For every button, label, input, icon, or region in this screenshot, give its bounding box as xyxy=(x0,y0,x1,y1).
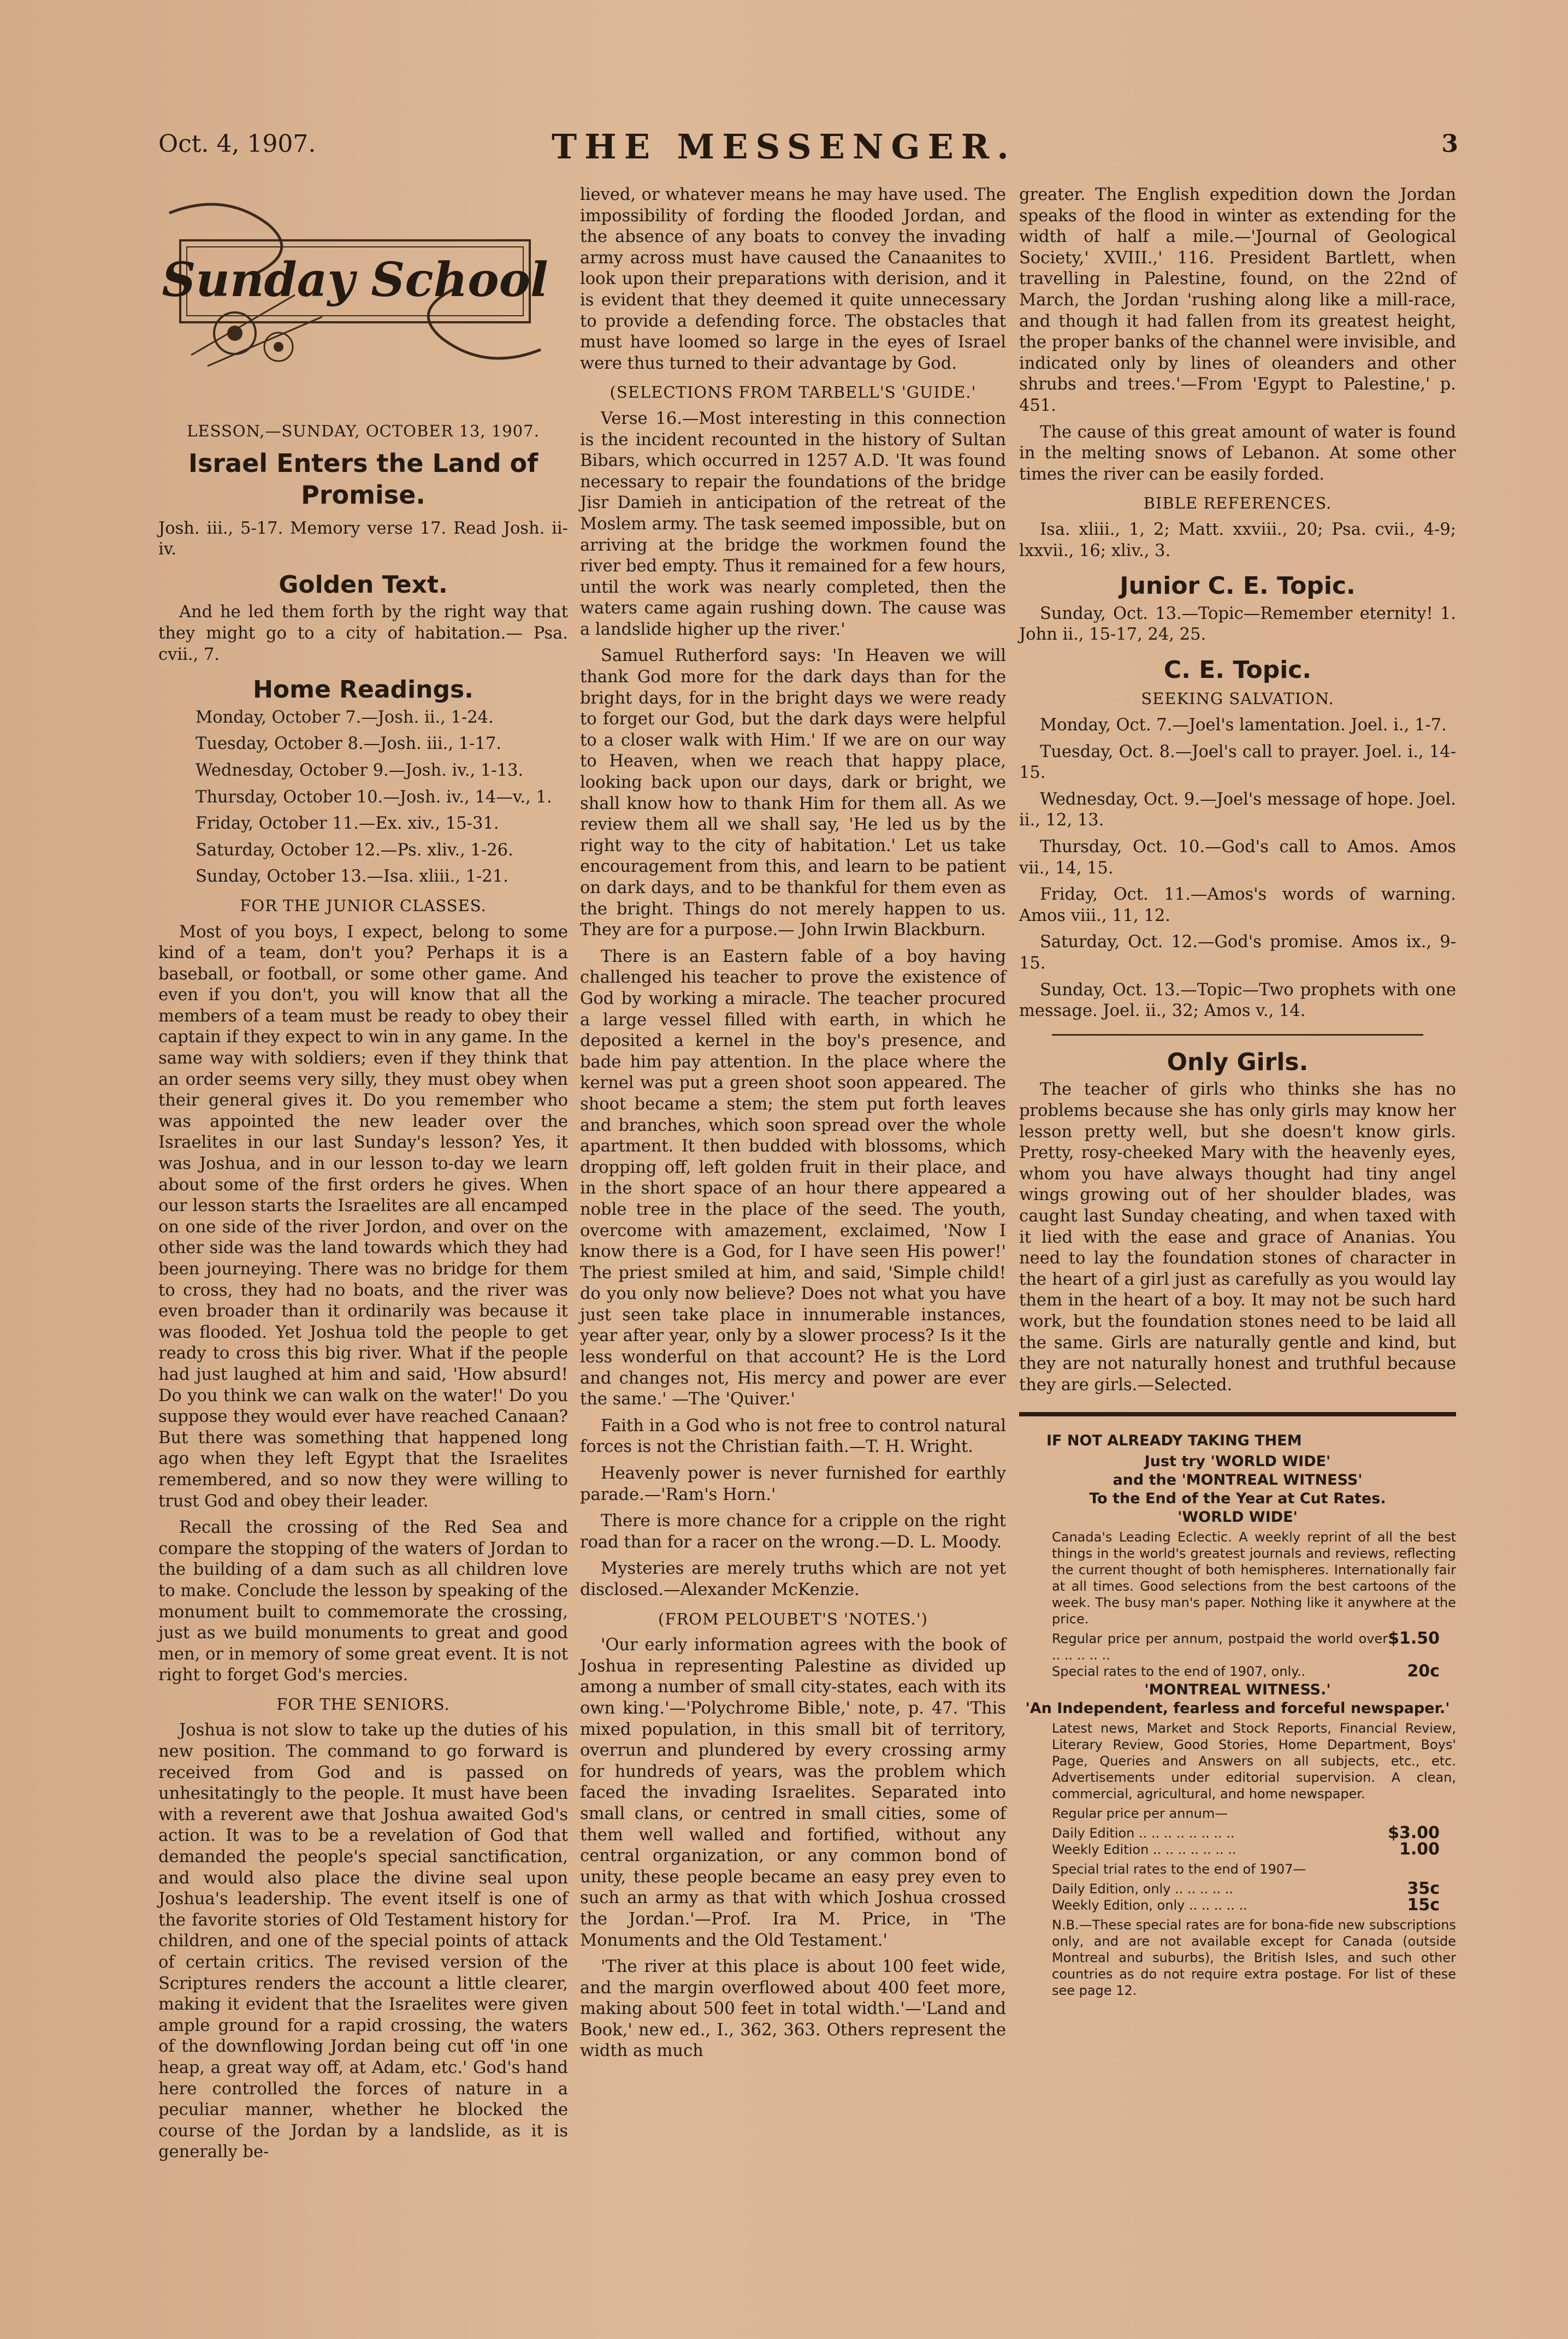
ce-item: Wednesday, Oct. 9.—Joel's message of hope. Joel. ii., 12, 13. xyxy=(1019,789,1456,830)
ce-item: Sunday, Oct. 13.—Topic—Two prophets with one message. Joel. ii., 32; Amos v., 14. xyxy=(1019,980,1456,1021)
seniors-paragraph: Joshua is not slow to take up the duties of his new position. The command to go forward is received from God and is passed on unhesitatingly to the people. It must have been with a reverent awe that Joshua awaited God's action. It was to be a revelation of God that demanded the people's special sanctification, and would also place the divine seal upon Joshua's leadership. The event itself is one of the favorite stories of Old Testament history for children, and one of the special points of attack of certain critics. The revised version of the Scriptures renders the account a little clearer, making it evident that the Israelites were given ample ground for a rapid crossing, the waters of the downflowing Jordan being cut off 'in one heap, a great way off, at Adam, etc.' God's hand here controlled the forces of nature in a peculiar manner, whether he blocked the course of the Jordan by a landslide, as it is generally be- xyxy=(158,1721,568,2162)
price-value: 35c xyxy=(1407,1879,1440,1899)
weekly-price-row xyxy=(1052,1841,1440,1858)
quote-wright: Faith in a God who is not free to control natural forces is not the Christian faith.—T. H. Wright. xyxy=(580,1416,1006,1457)
banner-text: Sunday School xyxy=(162,252,548,308)
price-value: $1.50 xyxy=(1388,1629,1440,1649)
reading-item: Sunday, October 13.—Isa. xliii., 1-21. xyxy=(196,867,508,887)
column-left xyxy=(158,186,568,2169)
price-value: 20c xyxy=(1407,1662,1440,1681)
eastern-fable-paragraph: There is an Eastern fable of a boy having challenged his teacher to prove the existence of God by working a miracle. The teacher procured a large vessel filled with earth, in which he deposited a kernel in the boy's presence, and bade him pay attention. In the place where the kernel was put a green shoot soon appeared. The shoot became a stem; the stem put forth leaves and branches, which soon spread over the whole apartment. It then budded with blossoms, which dropping off, left golden fruit in their place, and in the short space of an hour there appeared a noble tree in the place of the seed. The youth, overcome with amazement, exclaimed, 'Now I know there is a God, for I have seen His power!' The priest smiled at him, and said, 'Simple child! do you only now believe? Does not what you have just seen take place in innumerable instances, year after year, only by a slower process? Is it the less wonderful on that account? He is the Lord and changes not, His mercy and power are ever the same.' —The 'Quiver.' xyxy=(580,947,1006,1409)
price-label: Daily Edition, only .. .. .. .. .. xyxy=(1052,1881,1233,1897)
daily-price-row xyxy=(1052,1825,1440,1841)
junior-classes-heading: FOR THE JUNIOR CLASSES. xyxy=(240,896,487,915)
verse-16-paragraph: Verse 16.—Most interesting in this connection is the incident recounted in the history of Sultan Bibars, which occurred in 1257 A.D. 'It was found necessary to repair the foundations of the bridge Jisr Damieh in anticipation of the retreat of the Moslem army. The task seemed impossible, but on arriving at the bridge the workmen found the river bed empty. Thus it remained for a few hours, until the work was nearly completed, then the waters came again rushing down. The cause was a landslide higher up the river.' xyxy=(580,409,1006,639)
price-label: Weekly Edition .. .. .. .. .. .. .. xyxy=(1052,1842,1236,1858)
peloubet-paragraph: 'Our early information agrees with the book of Joshua in representing Palestine as divided up among a number of small city-states, each with its own king.'—'Polychrome Bible,' note, p. 47. 'This mixed population, in this small bit of territory, overrun and plundered by every crossing army for hundreds of years, was the problem which faced the invading Israelites. Separated into small clans, or centred in small cities, some of them well walled and fortified, without any central organization, or any common bond of unity, these people became an easy prey even to such an army as that with which Joshua crossed the Jordan.'—Prof. Ira M. Price, in 'The Monuments and the Old Testament.' xyxy=(580,1635,1006,1950)
montreal-witness-tagline: 'An Independent, fearless and forceful newspaper.' xyxy=(1025,1700,1450,1717)
sunday-school-ornament-icon xyxy=(158,191,552,371)
world-wide-description: Canada's Leading Eclectic. A weekly reprint of all the best things in the world's greatest journals and reviews, reflecting the current thought of both hemispheres. Internationally fair at all times. Good selections from the best cartoons of the week. The busy man's paper. Nothing like it anywhere at the price. xyxy=(1052,1529,1456,1627)
ce-item: Friday, Oct. 11.—Amos's words of warning. Amos viii., 11, 12. xyxy=(1019,885,1456,925)
montreal-witness-title: 'MONTREAL WITNESS.' xyxy=(1144,1681,1331,1699)
ce-item: Tuesday, Oct. 8.—Joel's call to prayer. Joel. i., 14-15. xyxy=(1019,742,1456,783)
montreal-witness-description: Latest news, Market and Stock Reports, Financial Review, Literary Review, Good Stories, Home Department, Boys' Page, Queries and Answers on all subjects, etc., etc. Advertisements under editorial supervision. A clean, commercial, agricultural, and home newspaper. xyxy=(1052,1721,1456,1802)
river-width-paragraph: 'The river at this place is about 100 feet wide, and the margin overflowed about 400 feet more, making about 500 feet in total width.'—'Land and Book,' new ed., I., 362, 363. Others represent the width as much xyxy=(580,1957,1006,2061)
ad-line-2: Just try 'WORLD WIDE' xyxy=(1144,1453,1331,1470)
reading-item: Tuesday, October 8.—Josh. iii., 1-17. xyxy=(196,734,501,754)
masthead xyxy=(158,127,1458,170)
ce-item: Monday, Oct. 7.—Joel's lamentation. Joel. i., 1-7. xyxy=(1040,716,1447,735)
trial-rates-heading: Special trial rates to the end of 1907— xyxy=(1052,1862,1306,1877)
subscription-advertisement xyxy=(1019,1412,1456,1999)
seniors-heading: FOR THE SENIORS. xyxy=(276,1694,450,1714)
rutherford-paragraph: Samuel Rutherford says: 'In Heaven we will thank God more for the dark days than for the bright days, for in the bright days we were ready to forget our God, but the dark days were helpful to a closer walk with Him.' If we are on our way to Heaven, when we reach that happy place, looking back upon our days, dark or bright, we shall know how to thank Him for them all. As we review them all we shall say, 'He led us by the right way to the city of habitation.' Let us take encouragement from this, and learn to be patient on dark days, and to be thankful for them even as the bright. Things do not merely happen to us. They are for a purpose.— John Irwin Blackburn. xyxy=(580,646,1006,940)
home-readings-list xyxy=(158,707,568,888)
column-right xyxy=(1019,185,1456,2002)
reading-item: Wednesday, October 9.—Josh. iv., 1-13. xyxy=(196,760,524,780)
junior-ce-text: Sunday, Oct. 13.—Topic—Remember eternity! 1. John ii., 15-17, 24, 25. xyxy=(1019,604,1456,645)
nota-bene: N.B.—These special rates are for bona-fide new subscriptions only, and are not available except for Canada (outside Montreal and suburbs), the British Isles, and such other countries as do not require extra postage. For list of these see page 12. xyxy=(1052,1917,1456,1999)
newspaper-title: THE MESSENGER. xyxy=(552,127,1016,167)
golden-text-heading: Golden Text. xyxy=(279,570,448,599)
world-wide-title: 'WORLD WIDE' xyxy=(1178,1509,1298,1526)
reading-item: Saturday, October 12.—Ps. xliv., 1-26. xyxy=(196,840,513,860)
ad-line-4: To the End of the Year at Cut Rates. xyxy=(1089,1490,1386,1508)
bible-references: Isa. xliii., 1, 2; Matt. xxviii., 20; Psa. cvii., 4-9; lxxvii., 16; xliv., 3. xyxy=(1019,519,1456,560)
home-readings-heading: Home Readings. xyxy=(253,676,474,704)
quote-rams-horn: Heavenly power is never furnished for earthly parade.—'Ram's Horn.' xyxy=(580,1464,1006,1504)
world-wide-regular-price-row xyxy=(1052,1631,1440,1663)
junior-paragraph-2: Recall the crossing of the Red Sea and compare the stopping of the waters of Jordan to the building of a dam such as all children love to make. Conclude the lesson by speaking of the monument built to commemorate the crossing, just as we build monuments to great and good men, or in memory of some great event. It is not right to forget God's mercies. xyxy=(158,1518,568,1685)
page-number: 3 xyxy=(1441,130,1458,158)
world-wide-special-price-row xyxy=(1052,1663,1440,1680)
price-label: Daily Edition .. .. .. .. .. .. .. .. xyxy=(1052,1826,1235,1841)
ce-item: Thursday, Oct. 10.—God's call to Amos. Amos vii., 14, 15. xyxy=(1019,837,1456,878)
price-value: $3.00 xyxy=(1388,1823,1440,1843)
only-girls-text: The teacher of girls who thinks she has no problems because she has only girls may know her lesson pretty well, but she doesn't know girls. Pretty, rosy-cheeked Mary with the heavenly eyes, whom you have always thought had tiny angel wings growing out of her shoulder blades, was caught last Sunday cheating, and when taxed with it lied with the ease and grace of Ananias. You need to lay the foundation stones of character in the heart of a girl just as carefully as you would lay them in the heart of a boy. It may not be such hard work, but the foundation stones need to be laid all the same. Girls are naturally gentle and kind, but they are not naturally honest and truthful because they are girls.—Selected. xyxy=(1019,1080,1456,1395)
lesson-reference: Josh. iii., 5-17. Memory verse 17. Read Josh. ii-iv. xyxy=(158,518,568,559)
column-middle xyxy=(580,185,1006,2068)
lesson-date-line: LESSON,—SUNDAY, OCTOBER 13, 1907. xyxy=(187,422,540,440)
ce-topic-heading: C. E. Topic. xyxy=(1163,655,1312,684)
continued-paragraph: lieved, or whatever means he may have used. The impossibility of fording the flooded Jordan, and the absence of any boats to convey the invading army across must have caused the Canaanites to look upon their preparations with derision, and it is evident that they deemed it quite unnecessary to provide a defending force. The obstacles that must have loomed so large in the eyes of Israel were thus turned to their advantage by God. xyxy=(580,185,1006,373)
ce-subheading: SEEKING SALVATION. xyxy=(1141,689,1334,708)
continued-paragraph: greater. The English expedition down the Jordan speaks of the flood in winter as extending for the width of half a mile.—'Journal of Geological Society,' XVIII.,' 116. President Bartlett, when travelling in Palestine, found, on the 22nd of March, the Jordan 'rushing along like a mill-race, and though it had fallen from its greatest height, the proper banks of the channel were invisible, and indicated only by lines of oleanders and other shrubs and trees.'—From 'Egypt to Palestine,' p. 451. xyxy=(1019,185,1456,415)
quote-mckenzie: Mysteries are merely truths which are not yet disclosed.—Alexander McKenzie. xyxy=(580,1559,1006,1599)
reading-item: Friday, October 11.—Ex. xiv., 15-31. xyxy=(196,814,499,834)
quote-moody: There is more chance for a cripple on the right road than for a racer on the wrong.—D. L. Moody. xyxy=(580,1511,1006,1552)
tarbell-heading: (SELECTIONS FROM TARBELL'S 'GUIDE.' xyxy=(610,383,977,402)
regular-price-heading: Regular price per annum— xyxy=(1052,1806,1228,1822)
price-label: Weekly Edition, only .. .. .. .. .. xyxy=(1052,1898,1247,1913)
price-value: 1.00 xyxy=(1399,1840,1440,1859)
lebanon-paragraph: The cause of this great amount of water is found in the melting snows of Lebanon. At some other times the river can be easily forded. xyxy=(1019,422,1456,484)
junior-paragraph-1: Most of you boys, I expect, belong to some kind of a team, don't you? Perhaps it is a baseball, or football, or some other game. And even if you don't, you will know that all the members of a team must be ready to obey their captain if they expect to win in any game. In the same way with soldiers; even if they think that an order seems very silly, they must obey when their general gives it. Do you remember who was appointed the new leader over the Israelites in our last Sunday's lesson? Yes, it was Joshua, and in our lesson to-day we learn about some of the first orders he gives. When our lesson starts the Israelites are all encamped on one side of the river Jordon, and over on the other side was the land towards which they had been journeying. There was no bridge for them to cross, they had no boats, and the river was even broader than it ordinarily was because it was flooded. Yet Joshua told the people to get ready to cross this big river. What if the people had just laughed at him and said, 'How absurd! Do you think we can walk on the water!' Do you suppose they would ever have reached Canaan? But there was something that happened long ago when they left Egypt that the Israelites remembered, and so now they were willing to trust God and obey their leader. xyxy=(158,922,568,1511)
bible-references-heading: BIBLE REFERENCES. xyxy=(1143,494,1332,513)
peloubet-heading: (FROM PELOUBET'S 'NOTES.') xyxy=(658,1609,928,1628)
daily-trial-price-row xyxy=(1052,1881,1440,1897)
reading-item: Monday, October 7.—Josh. ii., 1-24. xyxy=(196,707,494,727)
weekly-trial-price-row xyxy=(1052,1897,1440,1913)
only-girls-heading: Only Girls. xyxy=(1167,1048,1309,1076)
reading-item: Thursday, October 10.—Josh. iv., 14—v., 1. xyxy=(196,787,552,807)
sunday-school-banner xyxy=(158,186,568,388)
ce-item: Saturday, Oct. 12.—God's promise. Amos ix., 9-15. xyxy=(1019,932,1456,973)
price-label: Regular price per annum, postpaid the world over .. .. .. .. .. xyxy=(1052,1631,1388,1663)
lesson-title: Israel Enters the Land of Promise. xyxy=(188,448,539,510)
junior-ce-heading: Junior C. E. Topic. xyxy=(1120,572,1356,600)
issue-date: Oct. 4, 1907. xyxy=(158,130,316,158)
ad-line-1: IF NOT ALREADY TAKING THEM xyxy=(1046,1432,1302,1450)
price-value: 15c xyxy=(1407,1895,1440,1915)
price-label: Special rates to the end of 1907, only.. xyxy=(1052,1664,1306,1680)
ad-line-3: and the 'MONTREAL WITNESS' xyxy=(1113,1472,1363,1489)
divider xyxy=(1052,1034,1423,1036)
golden-text: And he led them forth by the right way that they might go to a city of habitation.— Psa. cvii., 7. xyxy=(158,603,568,664)
